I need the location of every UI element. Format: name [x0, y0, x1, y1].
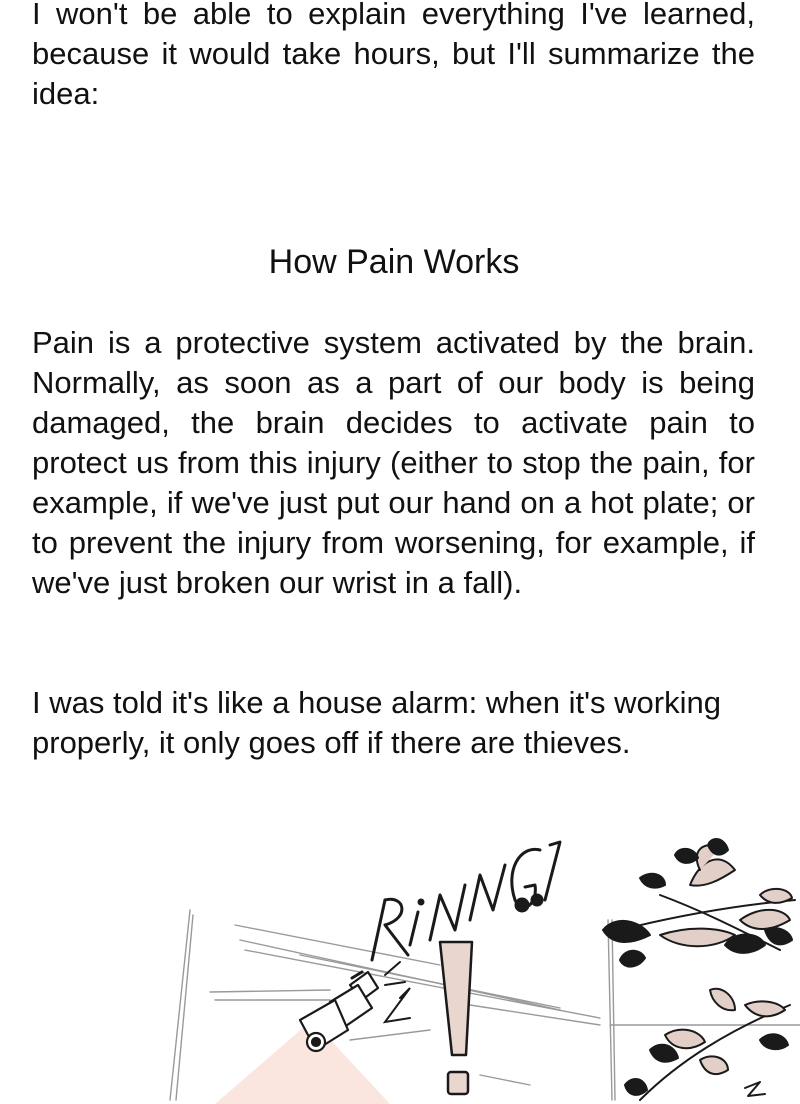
- section-title: How Pain Works: [268, 243, 520, 281]
- paragraph-house-alarm: I was told it's like a house alarm: when it's working properly, it only goes off if there are thieves.: [32, 685, 721, 760]
- vibration-marks: [385, 962, 410, 1022]
- paragraph-pain-explanation: Pain is a protective system activated by the brain. Normally, as soon as a part of our body is being damaged, the brain decides to activate pain to protect us from this injury (either to stop the pain, for example, if we've just put our hand on a hot plate; or to prevent the injury from worsening, for example, if we've just broken our wrist in a fall).: [32, 325, 755, 600]
- alarm-illustration: [0, 820, 800, 1104]
- intro-text: I won't be able to explain everything I've learned, because it would take hours, but I'll summarize the idea:: [32, 0, 755, 111]
- tree-leaves-sketch: [603, 839, 795, 1100]
- light-cone: [215, 1020, 390, 1104]
- exclamation-mark-icon: [440, 942, 472, 1094]
- security-camera-icon: [300, 972, 378, 1051]
